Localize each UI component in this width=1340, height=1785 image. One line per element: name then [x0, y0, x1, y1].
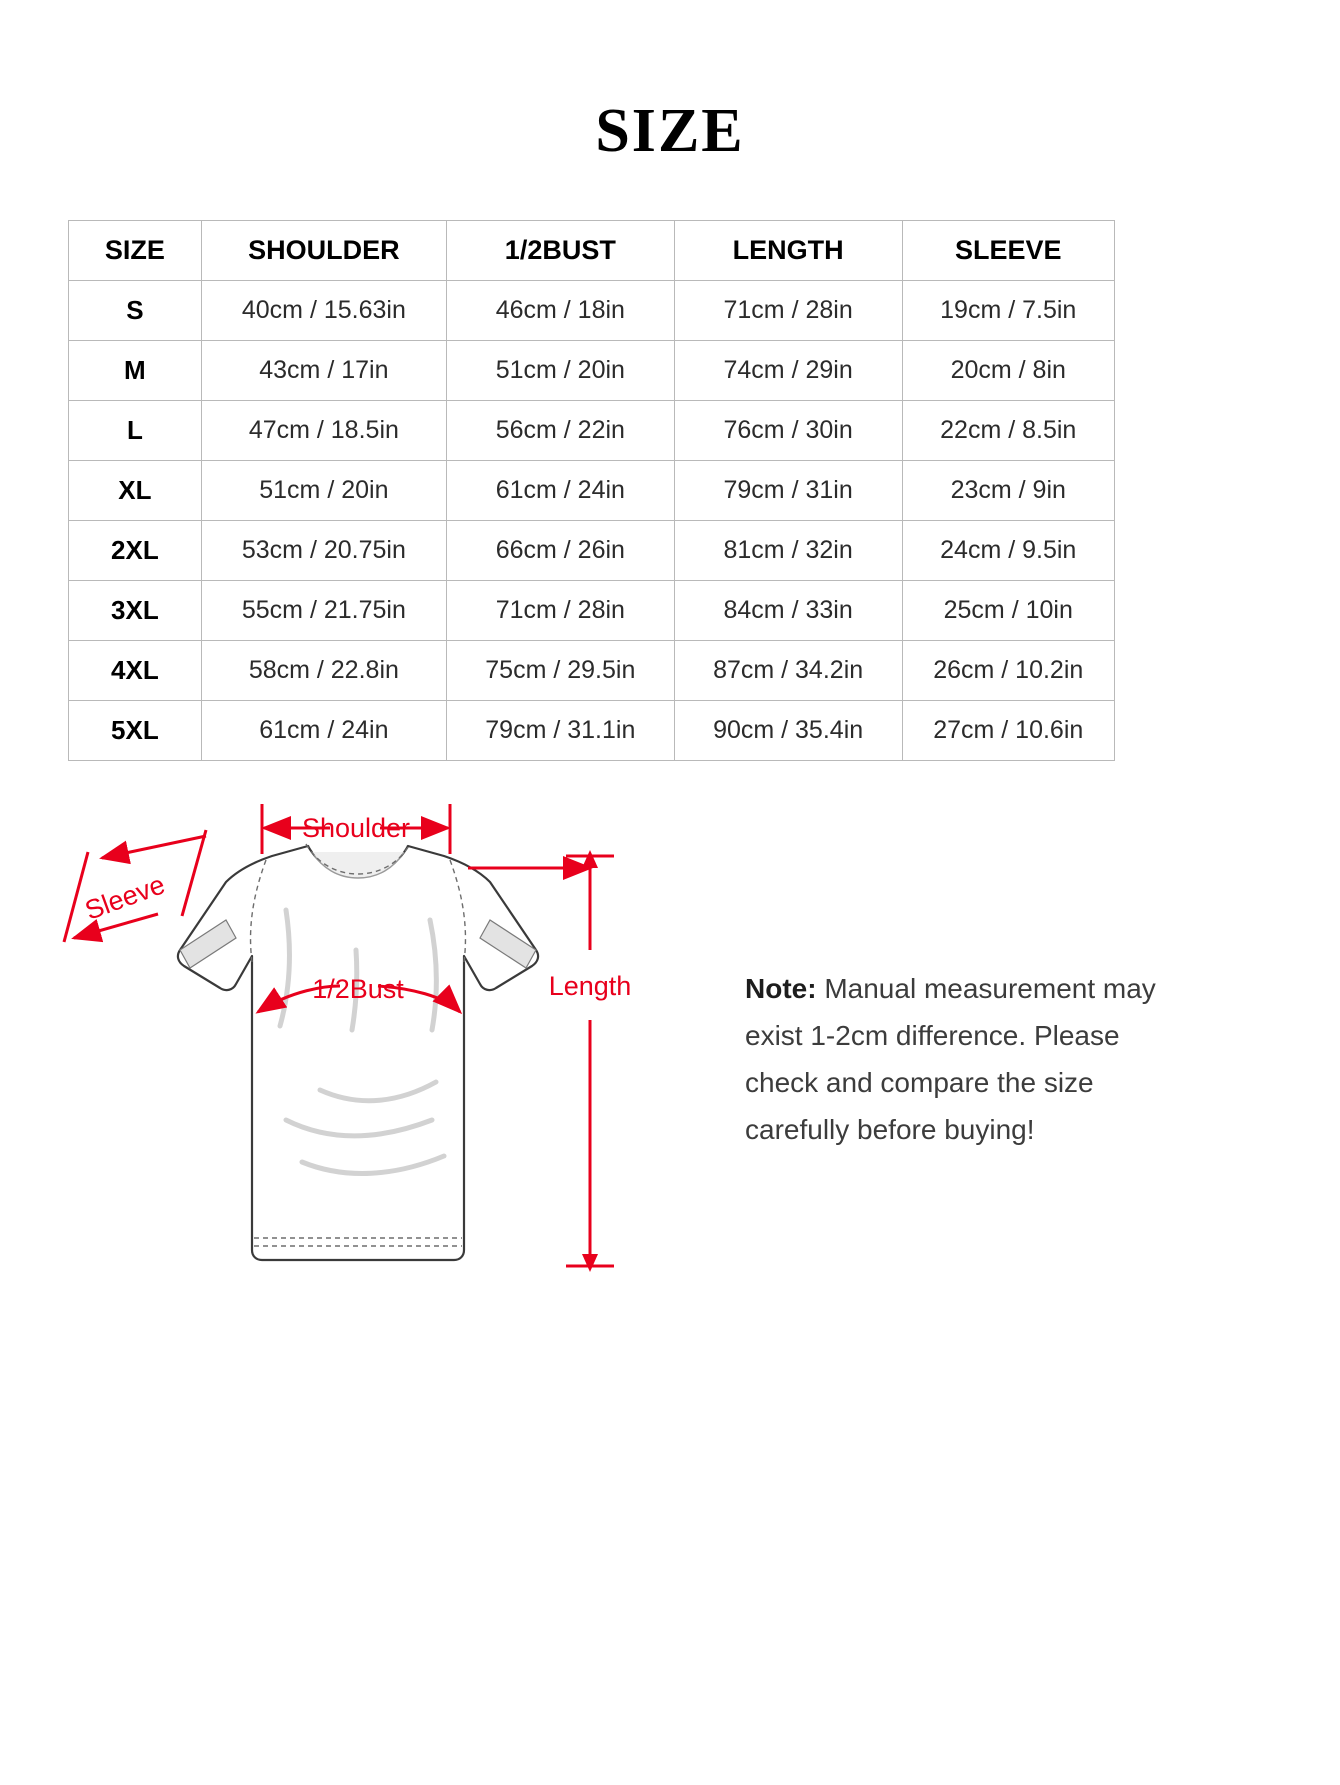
cell-size: 3XL [69, 581, 202, 641]
note-text: Manual measurement may exist 1-2cm difference. Please check and compare the size carefully before buying! [745, 973, 1156, 1146]
length-measure-line [566, 850, 614, 1272]
tshirt-illustration [178, 846, 538, 1260]
cell-bust: 56cm / 22in [446, 401, 674, 461]
column-header-shoulder: SHOULDER [201, 221, 446, 281]
table-row [69, 341, 1115, 401]
half-bust-label: 1/2Bust [312, 974, 404, 1004]
cell-size: 4XL [69, 641, 202, 701]
size-chart-table-container [68, 220, 1115, 761]
cell-shoulder: 51cm / 20in [201, 461, 446, 521]
cell-sleeve: 25cm / 10in [902, 581, 1115, 641]
cell-sleeve: 26cm / 10.2in [902, 641, 1115, 701]
cell-length: 71cm / 28in [674, 281, 902, 341]
cell-sleeve: 20cm / 8in [902, 341, 1115, 401]
length-label: Length [548, 971, 632, 1001]
cell-sleeve: 22cm / 8.5in [902, 401, 1115, 461]
cell-shoulder: 40cm / 15.63in [201, 281, 446, 341]
cell-shoulder: 47cm / 18.5in [201, 401, 446, 461]
cell-size: M [69, 341, 202, 401]
cell-bust: 46cm / 18in [446, 281, 674, 341]
cell-bust: 79cm / 31.1in [446, 701, 674, 761]
cell-length: 79cm / 31in [674, 461, 902, 521]
column-header-sleeve: SLEEVE [902, 221, 1115, 281]
cell-shoulder: 55cm / 21.75in [201, 581, 446, 641]
cell-sleeve: 19cm / 7.5in [902, 281, 1115, 341]
column-header-length: LENGTH [674, 221, 902, 281]
measurement-diagram [40, 790, 680, 1370]
table-row [69, 521, 1115, 581]
cell-shoulder: 61cm / 24in [201, 701, 446, 761]
shoulder-label: Shoulder [301, 813, 411, 843]
table-row [69, 401, 1115, 461]
measurement-note [745, 965, 1185, 1153]
table-row [69, 461, 1115, 521]
cell-shoulder: 43cm / 17in [201, 341, 446, 401]
page-title: SIZE [595, 97, 745, 165]
cell-sleeve: 27cm / 10.6in [902, 701, 1115, 761]
column-header-bust: 1/2BUST [446, 221, 674, 281]
cell-size: S [69, 281, 202, 341]
cell-size: XL [69, 461, 202, 521]
cell-shoulder: 53cm / 20.75in [201, 521, 446, 581]
table-row [69, 581, 1115, 641]
cell-length: 81cm / 32in [674, 521, 902, 581]
cell-shoulder: 58cm / 22.8in [201, 641, 446, 701]
cell-sleeve: 23cm / 9in [902, 461, 1115, 521]
cell-size: 5XL [69, 701, 202, 761]
cell-size: 2XL [69, 521, 202, 581]
table-row [69, 701, 1115, 761]
cell-length: 90cm / 35.4in [674, 701, 902, 761]
sleeve-label: Sleeve [80, 869, 169, 926]
cell-bust: 51cm / 20in [446, 341, 674, 401]
table-header-row [69, 221, 1115, 281]
cell-length: 84cm / 33in [674, 581, 902, 641]
cell-bust: 61cm / 24in [446, 461, 674, 521]
cell-bust: 75cm / 29.5in [446, 641, 674, 701]
size-chart-table [68, 220, 1115, 761]
cell-sleeve: 24cm / 9.5in [902, 521, 1115, 581]
table-row [69, 281, 1115, 341]
cell-size: L [69, 401, 202, 461]
cell-bust: 66cm / 26in [446, 521, 674, 581]
cell-length: 74cm / 29in [674, 341, 902, 401]
column-header-size: SIZE [69, 221, 202, 281]
cell-length: 76cm / 30in [674, 401, 902, 461]
cell-bust: 71cm / 28in [446, 581, 674, 641]
note-label: Note: [745, 973, 817, 1004]
cell-length: 87cm / 34.2in [674, 641, 902, 701]
table-row [69, 641, 1115, 701]
